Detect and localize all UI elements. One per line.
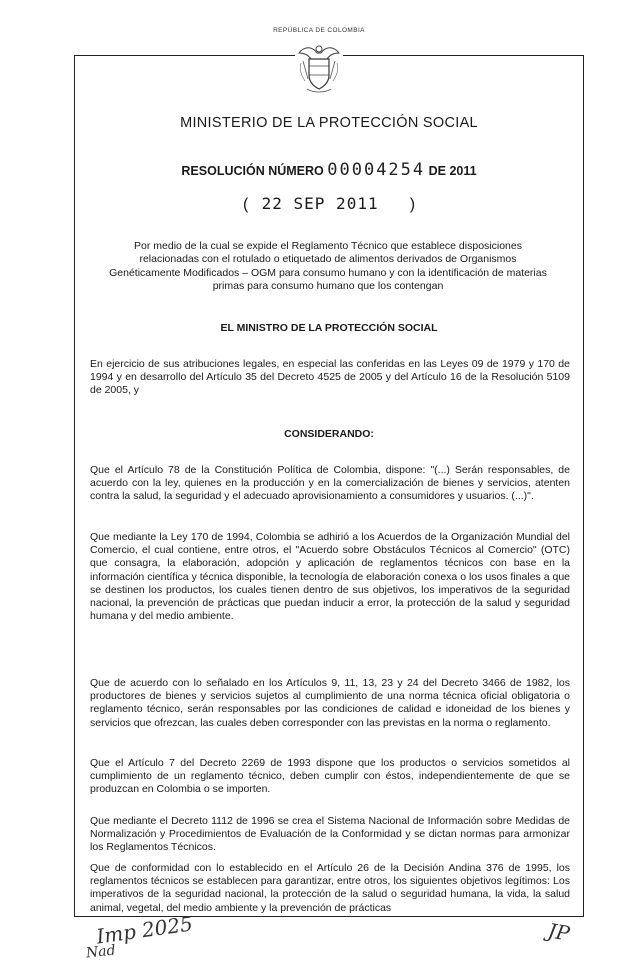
- resolution-de: DE: [428, 164, 446, 178]
- considerando-paragraph-3: Que de acuerdo con lo señalado en los Artículos 9, 11, 13, 23 y 24 del Decreto 3466 de 1982, los productores de bienes y servicios sujetos al cumplimiento de una norma técnica oficial obligatoria o reglamento técnico, serán responsables por las condiciones de calidad e idoneidad de los bienes y servicios que ofrezcan, las cuales deben corresponder con las previstas en la norma o reglamento.: [90, 677, 570, 729]
- resolution-label: RESOLUCIÓN NÚMERO: [181, 164, 324, 178]
- considerando-paragraph-4: Que el Artículo 7 del Decreto 2269 de 1993 dispone que los productos o servicios sometidos al cumplimiento de un reglamento técnico, deben cumplir con éstos, independientemente de que se produzcan en Colombia o se importen.: [90, 757, 570, 796]
- paren-open: (: [242, 196, 258, 213]
- resolution-date-stamp: 22 SEP 2011: [261, 194, 379, 213]
- handwritten-note-left: Imp 2025: [94, 911, 195, 949]
- resolution-date-line: [74, 194, 584, 214]
- handwritten-note-left-2: Nad: [85, 942, 117, 962]
- resolution-summary: Por medio de la cual se expide el Reglamento Técnico que establece disposiciones relacionadas con el rotulado o etiquetado de alimentos derivados de Organismos Genéticamente Modificados – OGM para consumo humano y con la identificación de materias primas para consumo humano que los contengan: [109, 240, 547, 293]
- paren-close: ): [383, 196, 416, 213]
- handwritten-initials-right: JP: [546, 918, 572, 946]
- powers-paragraph: En ejercicio de sus atribuciones legales, en especial las conferidas en las Leyes 09 de 1979 y 170 de 1994 y en desarrollo del Artículo 35 del Decreto 4525 de 2005 y del Artículo 16 de la Resolución 5109 de 2005, y: [90, 358, 570, 397]
- resolution-number: 00004254: [327, 160, 426, 180]
- ministry-title: MINISTERIO DE LA PROTECCIÓN SOCIAL: [180, 115, 478, 131]
- resolution-number-line: [74, 160, 584, 180]
- issuing-authority: EL MINISTRO DE LA PROTECCIÓN SOCIAL: [220, 322, 438, 334]
- considerando-heading: CONSIDERANDO:: [284, 428, 374, 440]
- republica-header: REPÚBLICA DE COLOMBIA: [273, 27, 365, 34]
- considerando-paragraph-2: Que mediante la Ley 170 de 1994, Colombia se adhirió a los Acuerdos de la Organización Mundial del Comercio, el cual contiene, entre otros, el "Acuerdo sobre Obstáculos Técnicos al Comercio" (OTC) que consagra, la elaboración, adopción y aplicación de reglamentos técnicos con base en la información científica y técnica disponible, la tecnología de elaboración conexa o los usos finales a que se destinen los productos, los cuales tienen dentro de sus objetivos, los imperativos de la seguridad nacional, la prevención de prácticas que puedan inducir a error, la protección de la salud y seguridad humana y del medio ambiente.: [90, 531, 570, 623]
- considerando-paragraph-1: Que el Artículo 78 de la Constitución Política de Colombia, dispone: "(...) Serán responsables, de acuerdo con la ley, quienes en la producción y en la comercialización de bienes y servicios, atenten contra la salud, la seguridad y el adecuado aprovisionamiento a consumidores y usuarios. (...)".: [90, 464, 570, 503]
- considerando-paragraph-5: Que mediante el Decreto 1112 de 1996 se crea el Sistema Nacional de Información sobre Medidas de Normalización y Procedimientos de Evaluación de la Conformidad y se dictan normas para armonizar los Reglamentos Técnicos.: [90, 815, 570, 854]
- considerando-paragraph-6: Que de conformidad con lo establecido en el Artículo 26 de la Decisión Andina 376 de 1995, los reglamentos técnicos se establecen para garantizar, entre otros, los siguientes objetivos legítimos: Los imperativos de la seguridad nacional, la protección de la salud o seguridad humana, la vida, la salud animal, vegetal, del medio ambiente y la prevención de prácticas: [90, 862, 570, 914]
- resolution-year: 2011: [449, 164, 477, 178]
- coat-of-arms-icon: [295, 39, 343, 95]
